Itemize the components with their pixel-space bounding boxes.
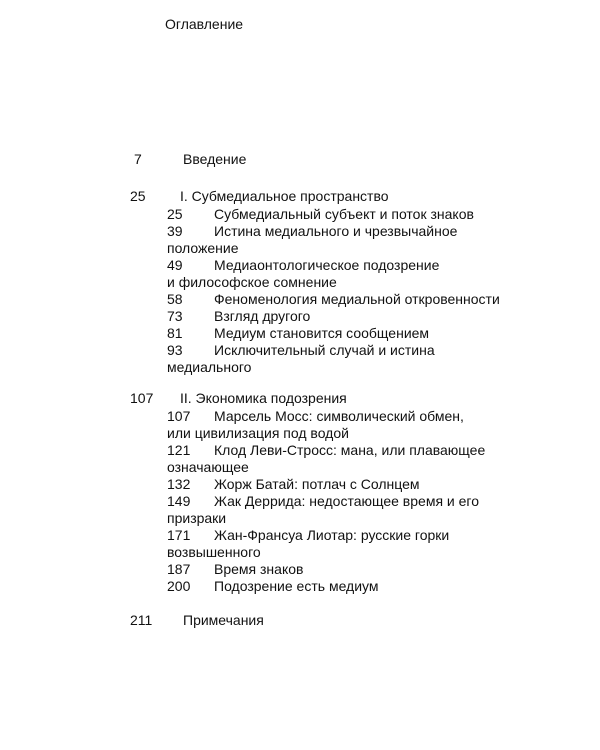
entry-title: Клод Леви-Стросс: мана, или плавающее: [214, 442, 486, 458]
part-page-number: 25: [130, 188, 146, 204]
entry-title: Феноменология медиальной откровенности: [214, 291, 500, 307]
entry-title: Жак Деррида: недостающее время и его: [214, 493, 479, 509]
entry-title-continuation: и философское сомнение: [167, 274, 337, 290]
entry-page-number: 121: [167, 442, 191, 458]
entry-title: Взгляд другого: [214, 308, 311, 324]
entry-page-number: 49: [167, 257, 183, 273]
entry-title: Подозрение есть медиум: [214, 578, 379, 594]
entry-page-number: 73: [167, 308, 183, 324]
entry-page-number: 81: [167, 325, 183, 341]
entry-page-number: 39: [167, 223, 183, 239]
entry-title-continuation: положение: [167, 240, 239, 256]
entry-page-number: 93: [167, 342, 183, 358]
entry-title: Истина медиального и чрезвычайное: [214, 223, 458, 239]
part-title: I. Субмедиальное пространство: [180, 188, 389, 204]
entry-title: Время знаков: [214, 561, 304, 577]
entry-page-number: 200: [167, 578, 191, 594]
entry-page-number: 132: [167, 476, 191, 492]
entry-page-number: 58: [167, 291, 183, 307]
entry-title: Жан-Франсуа Лиотар: русские горки: [214, 527, 450, 543]
entry-title: Исключительный случай и истина: [214, 342, 435, 358]
entry-title-continuation: возвышенного: [167, 544, 261, 560]
entry-title-continuation: означающее: [167, 459, 249, 475]
entry-page-number: 187: [167, 561, 191, 577]
entry-page-number: 171: [167, 527, 191, 543]
entry-title: Медиаонтологическое подозрение: [214, 257, 440, 273]
entry-page-number: 7: [134, 151, 142, 167]
part-title: II. Экономика подозрения: [180, 390, 347, 406]
entry-page-number: 149: [167, 493, 191, 509]
entry-title: Примечания: [183, 612, 264, 628]
entry-title-continuation: призраки: [167, 510, 227, 526]
entry-title-continuation: медиального: [167, 359, 252, 375]
entry-page-number: 211: [130, 612, 153, 628]
entry-title: Марсель Мосс: символический обмен,: [214, 408, 464, 424]
entry-title: Введение: [183, 151, 247, 167]
entry-title: Субмедиальный субъект и поток знаков: [214, 206, 474, 222]
entry-page-number: 107: [167, 408, 191, 424]
entry-page-number: 25: [167, 206, 183, 222]
entry-title: Медиум становится сообщением: [214, 325, 430, 341]
part-page-number: 107: [130, 390, 154, 406]
toc-title: Оглавление: [165, 16, 244, 32]
entry-title-continuation: или цивилизация под водой: [167, 425, 349, 441]
entry-title: Жорж Батай: потлач с Солнцем: [214, 476, 420, 492]
